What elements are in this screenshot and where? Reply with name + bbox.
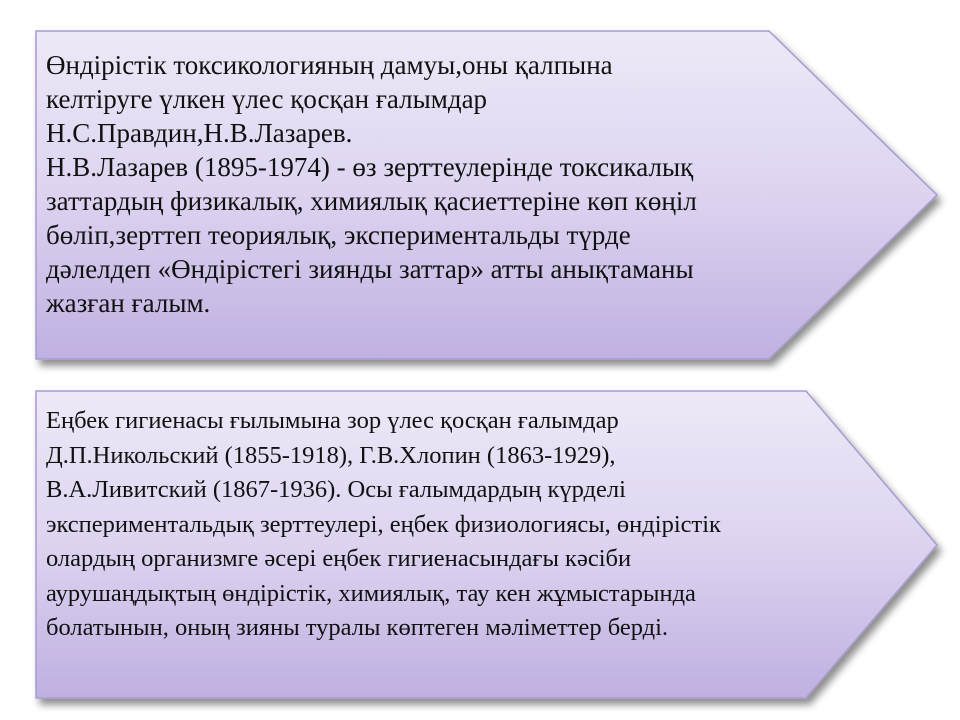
top-text-line: дәлелдеп «Өндірістегі зиянды заттар» атты анықтаманы bbox=[46, 254, 694, 284]
top-text-line: бөліп,зерттеп теориялық, экспериментальды түрде bbox=[46, 220, 631, 250]
top-text-line: заттардың физикалық, химиялық қасиеттеріне көп көңіл bbox=[46, 186, 697, 216]
bottom-text-line: Д.П.Никольский (1855-1918), Г.В.Хлопин (1863-1929), bbox=[46, 441, 616, 469]
bottom-text-line: аурушаңдықтың өндірістік, химиялық, тау кен жұмыстарында bbox=[46, 579, 696, 607]
top-text-line: келтіруге үлкен үлес қосқан ғалымдар bbox=[46, 84, 488, 114]
top-text-line: Н.В.Лазарев (1895-1974) - өз зерттеулерінде токсикалық bbox=[46, 152, 694, 182]
top-text-line: жазған ғалым. bbox=[46, 288, 211, 318]
top-text-line: Н.С.Правдин,Н.В.Лазарев. bbox=[46, 118, 353, 148]
bottom-text-line: болатынын, оның зияны туралы көптеген мәліметтер берді. bbox=[46, 614, 669, 641]
top-text-line: Өндірістік токсикологияның дамуы,оны қалпына bbox=[46, 50, 613, 80]
bottom-text-line: олардың организмге әсері еңбек гигиенасындағы кәсіби bbox=[46, 545, 632, 572]
bottom-text-line: В.А.Ливитский (1867-1936). Осы ғалымдардың күрделі bbox=[46, 476, 626, 503]
top-text-block bbox=[46, 48, 697, 320]
bottom-text-line: Еңбек гигиенасы ғылымына зор үлес қосқан ғалымдар bbox=[46, 407, 619, 434]
bottom-text-line: экспериментальдық зерттеулері, еңбек физиологиясы, өндірістік bbox=[46, 510, 721, 538]
bottom-text-block bbox=[46, 404, 721, 646]
